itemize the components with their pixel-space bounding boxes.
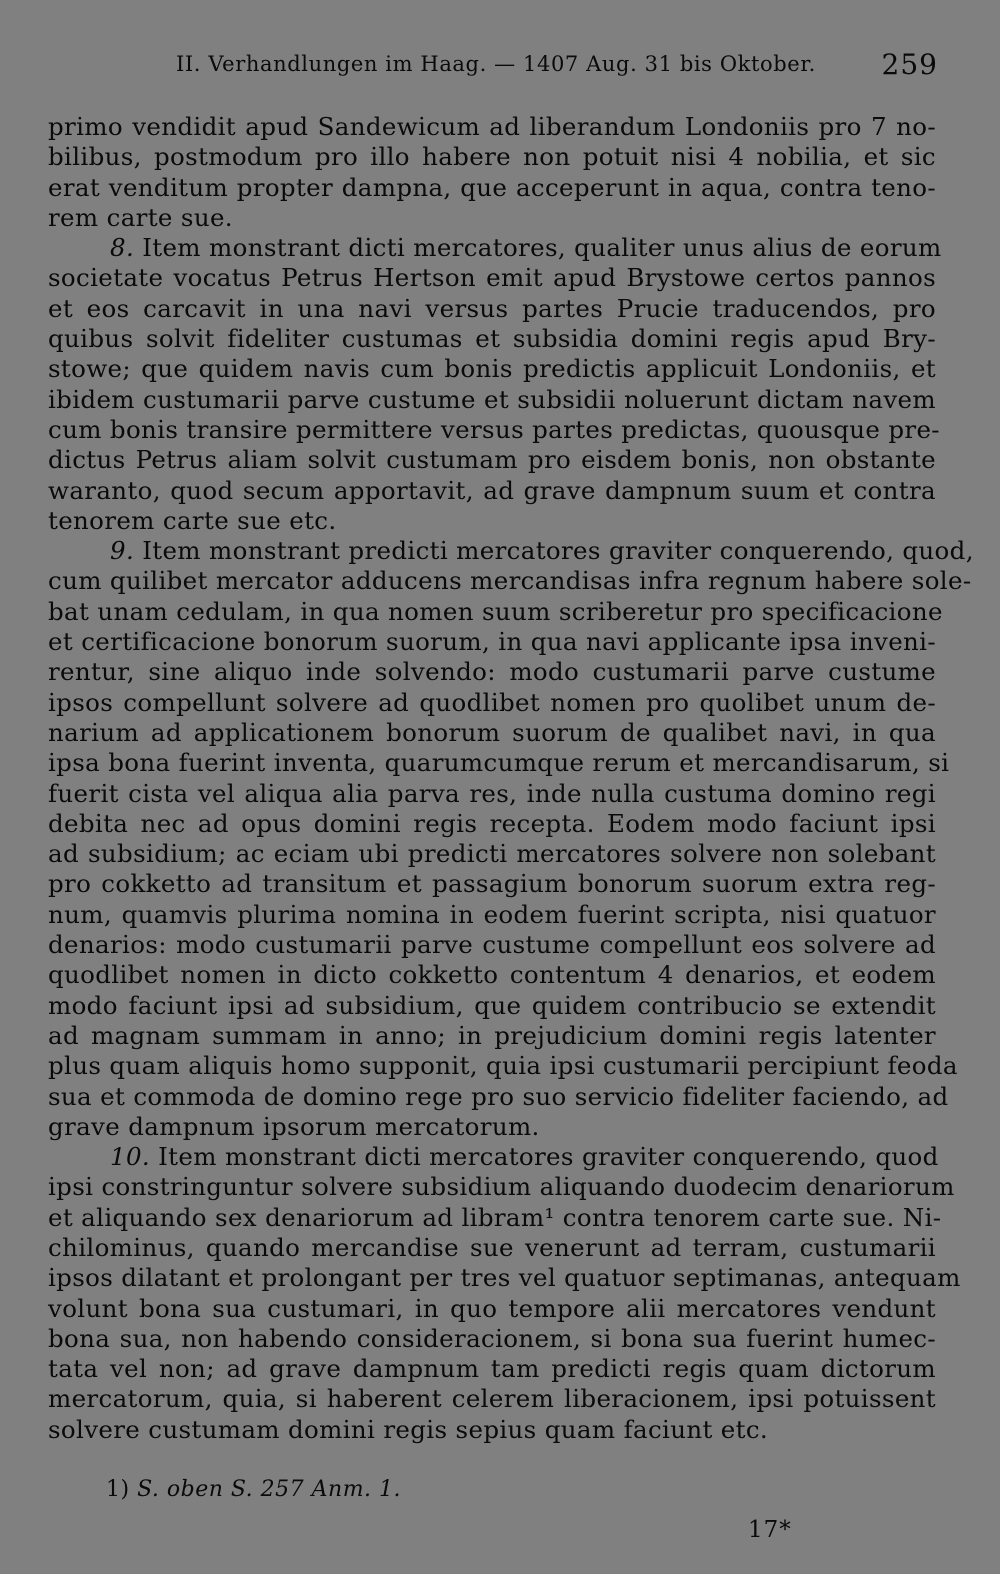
text-line: rem carte sue. [48,202,233,232]
text-line: cum bonis transire permittere versus partes predictas, quousque pre- [48,414,940,444]
text-line: ad subsidium; ac eciam ubi predicti mercatores solvere non solebant [48,839,936,869]
text-line: erat venditum propter dampna, que acceperunt in aqua, contra teno- [48,172,936,202]
text-line: ibidem custumarii parve custume et subsidii noluerunt dictam navem [48,384,936,414]
text-line: et certificacione bonorum suorum, in qua navi applicante ipsa inveni- [48,627,936,657]
text-line: waranto, quod secum apportavit, ad grave dampnum suum et contra [48,475,936,505]
section-number: 9. [110,536,135,566]
text-line: sua et commoda de domino rege pro suo servicio fideliter faciendo, ad [48,1081,949,1111]
text-line: bona sua, non habendo consideracionem, si bona sua fuerint humec- [48,1323,936,1353]
text-line-first [48,1142,939,1172]
running-header [0,46,1000,86]
text-line: societate vocatus Petrus Hertson emit apud Brystowe certos pannos [48,263,936,293]
text-line: quibus solvit fideliter custumas et subsidia domini regis apud Bry- [48,324,936,354]
text-line: mercatorum, quia, si haberent celerem liberacionem, ipsi potuissent [48,1384,936,1414]
text-line: cum quilibet mercator adducens mercandisas infra regnum habere sole- [48,566,972,596]
text-line: ipsi constringuntur solvere subsidium aliquando duodecim denariorum [48,1172,955,1202]
footnote [106,1477,401,1502]
text-line: dictus Petrus aliam solvit custumam pro eisdem bonis, non obstante [48,445,936,475]
text-line: ipsa bona fuerint inventa, quarumcumque rerum et mercandisarum, si [48,748,950,778]
text-line: bat unam cedulam, in qua nomen suum scriberetur pro specificacione [48,596,943,626]
text-line: et aliquando sex denariorum ad libram¹ contra tenorem carte sue. Ni- [48,1202,942,1232]
text-line: volunt bona sua custumari, in quo tempore alii mercatores vendunt [48,1293,936,1323]
text-line: bilibus, postmodum pro illo habere non potuit nisi 4 nobilia, et sic [48,142,936,172]
text-line: solvere custumam domini regis sepius quam faciunt etc. [48,1414,769,1444]
text-line: ipsos dilatant et prolongant per tres vel quatuor septimanas, antequam [48,1263,961,1293]
text-line-first [48,536,974,566]
text-line: plus quam aliquis homo supponit, quia ipsi custumarii percipiunt feoda [48,1051,958,1081]
header-title: II. Verhandlungen im Haag. — 1407 Aug. 31 bis Oktober. [176,52,816,76]
section-number: 10. [110,1142,151,1172]
text-line: num, quamvis plurima nomina in eodem fuerint scripta, nisi quatuor [48,899,936,929]
text-line: chilominus, quando mercandise sue venerunt ad terram, custumarii [48,1232,936,1262]
text-line: Item monstrant dicti mercatores, qualiter unus alius de eorum [142,233,942,263]
text-line: ipsos compellunt solvere ad quodlibet nomen pro quolibet unum de- [48,687,936,717]
text-line: primo vendidit apud Sandewicum ad liberandum Londoniis pro 7 no- [48,112,936,141]
text-line: grave dampnum ipsorum mercatorum. [48,1111,540,1141]
text-line: stowe; que quidem navis cum bonis predictis applicuit Londoniis, et [48,354,936,384]
text-line: tata vel non; ad grave dampnum tam predicti regis quam dictorum [48,1354,936,1384]
text-line-first [48,233,942,263]
text-line: et eos carcavit in una navi versus partes Prucie traducendos, pro [48,293,936,323]
text-line: debita nec ad opus domini regis recepta. Eodem modo faciunt ipsi [48,808,936,838]
paragraph-10 [48,1142,961,1445]
section-number: 8. [110,233,135,263]
text-line: quodlibet nomen in dicto cokketto contentum 4 denarios, et eodem [48,960,936,990]
footnote-text: S. oben S. 257 Anm. 1. [137,1477,402,1502]
text-line: fuerit cista vel aliqua alia parva res, inde nulla custuma domino regi [48,778,936,808]
paragraph-9 [48,536,974,1142]
body-text [48,112,974,1445]
signature-mark: 17* [748,1517,792,1543]
text-line: Item monstrant dicti mercatores graviter conquerendo, quod [158,1142,939,1172]
paragraph-continuation [48,112,936,233]
text-line: denarios: modo custumarii parve custume compellunt eos solvere ad [48,930,936,960]
text-line: Item monstrant predicti mercatores graviter conquerendo, quod, [142,536,974,566]
text-line: pro cokketto ad transitum et passagium bonorum suorum extra reg- [48,869,936,899]
page-number: 259 [881,48,938,81]
text-line: rentur, sine aliquo inde solvendo: modo custumarii parve custume [48,657,936,687]
paragraph-8 [48,233,942,536]
text-line: tenorem carte sue etc. [48,505,337,535]
text-line: narium ad applicationem bonorum suorum de qualibet navi, in qua [48,717,936,747]
footnote-number: 1) [106,1477,130,1502]
text-line: ad magnam summam in anno; in prejudicium domini regis latenter [48,1020,936,1050]
text-line: modo faciunt ipsi ad subsidium, que quidem contribucio se extendit [48,990,936,1020]
